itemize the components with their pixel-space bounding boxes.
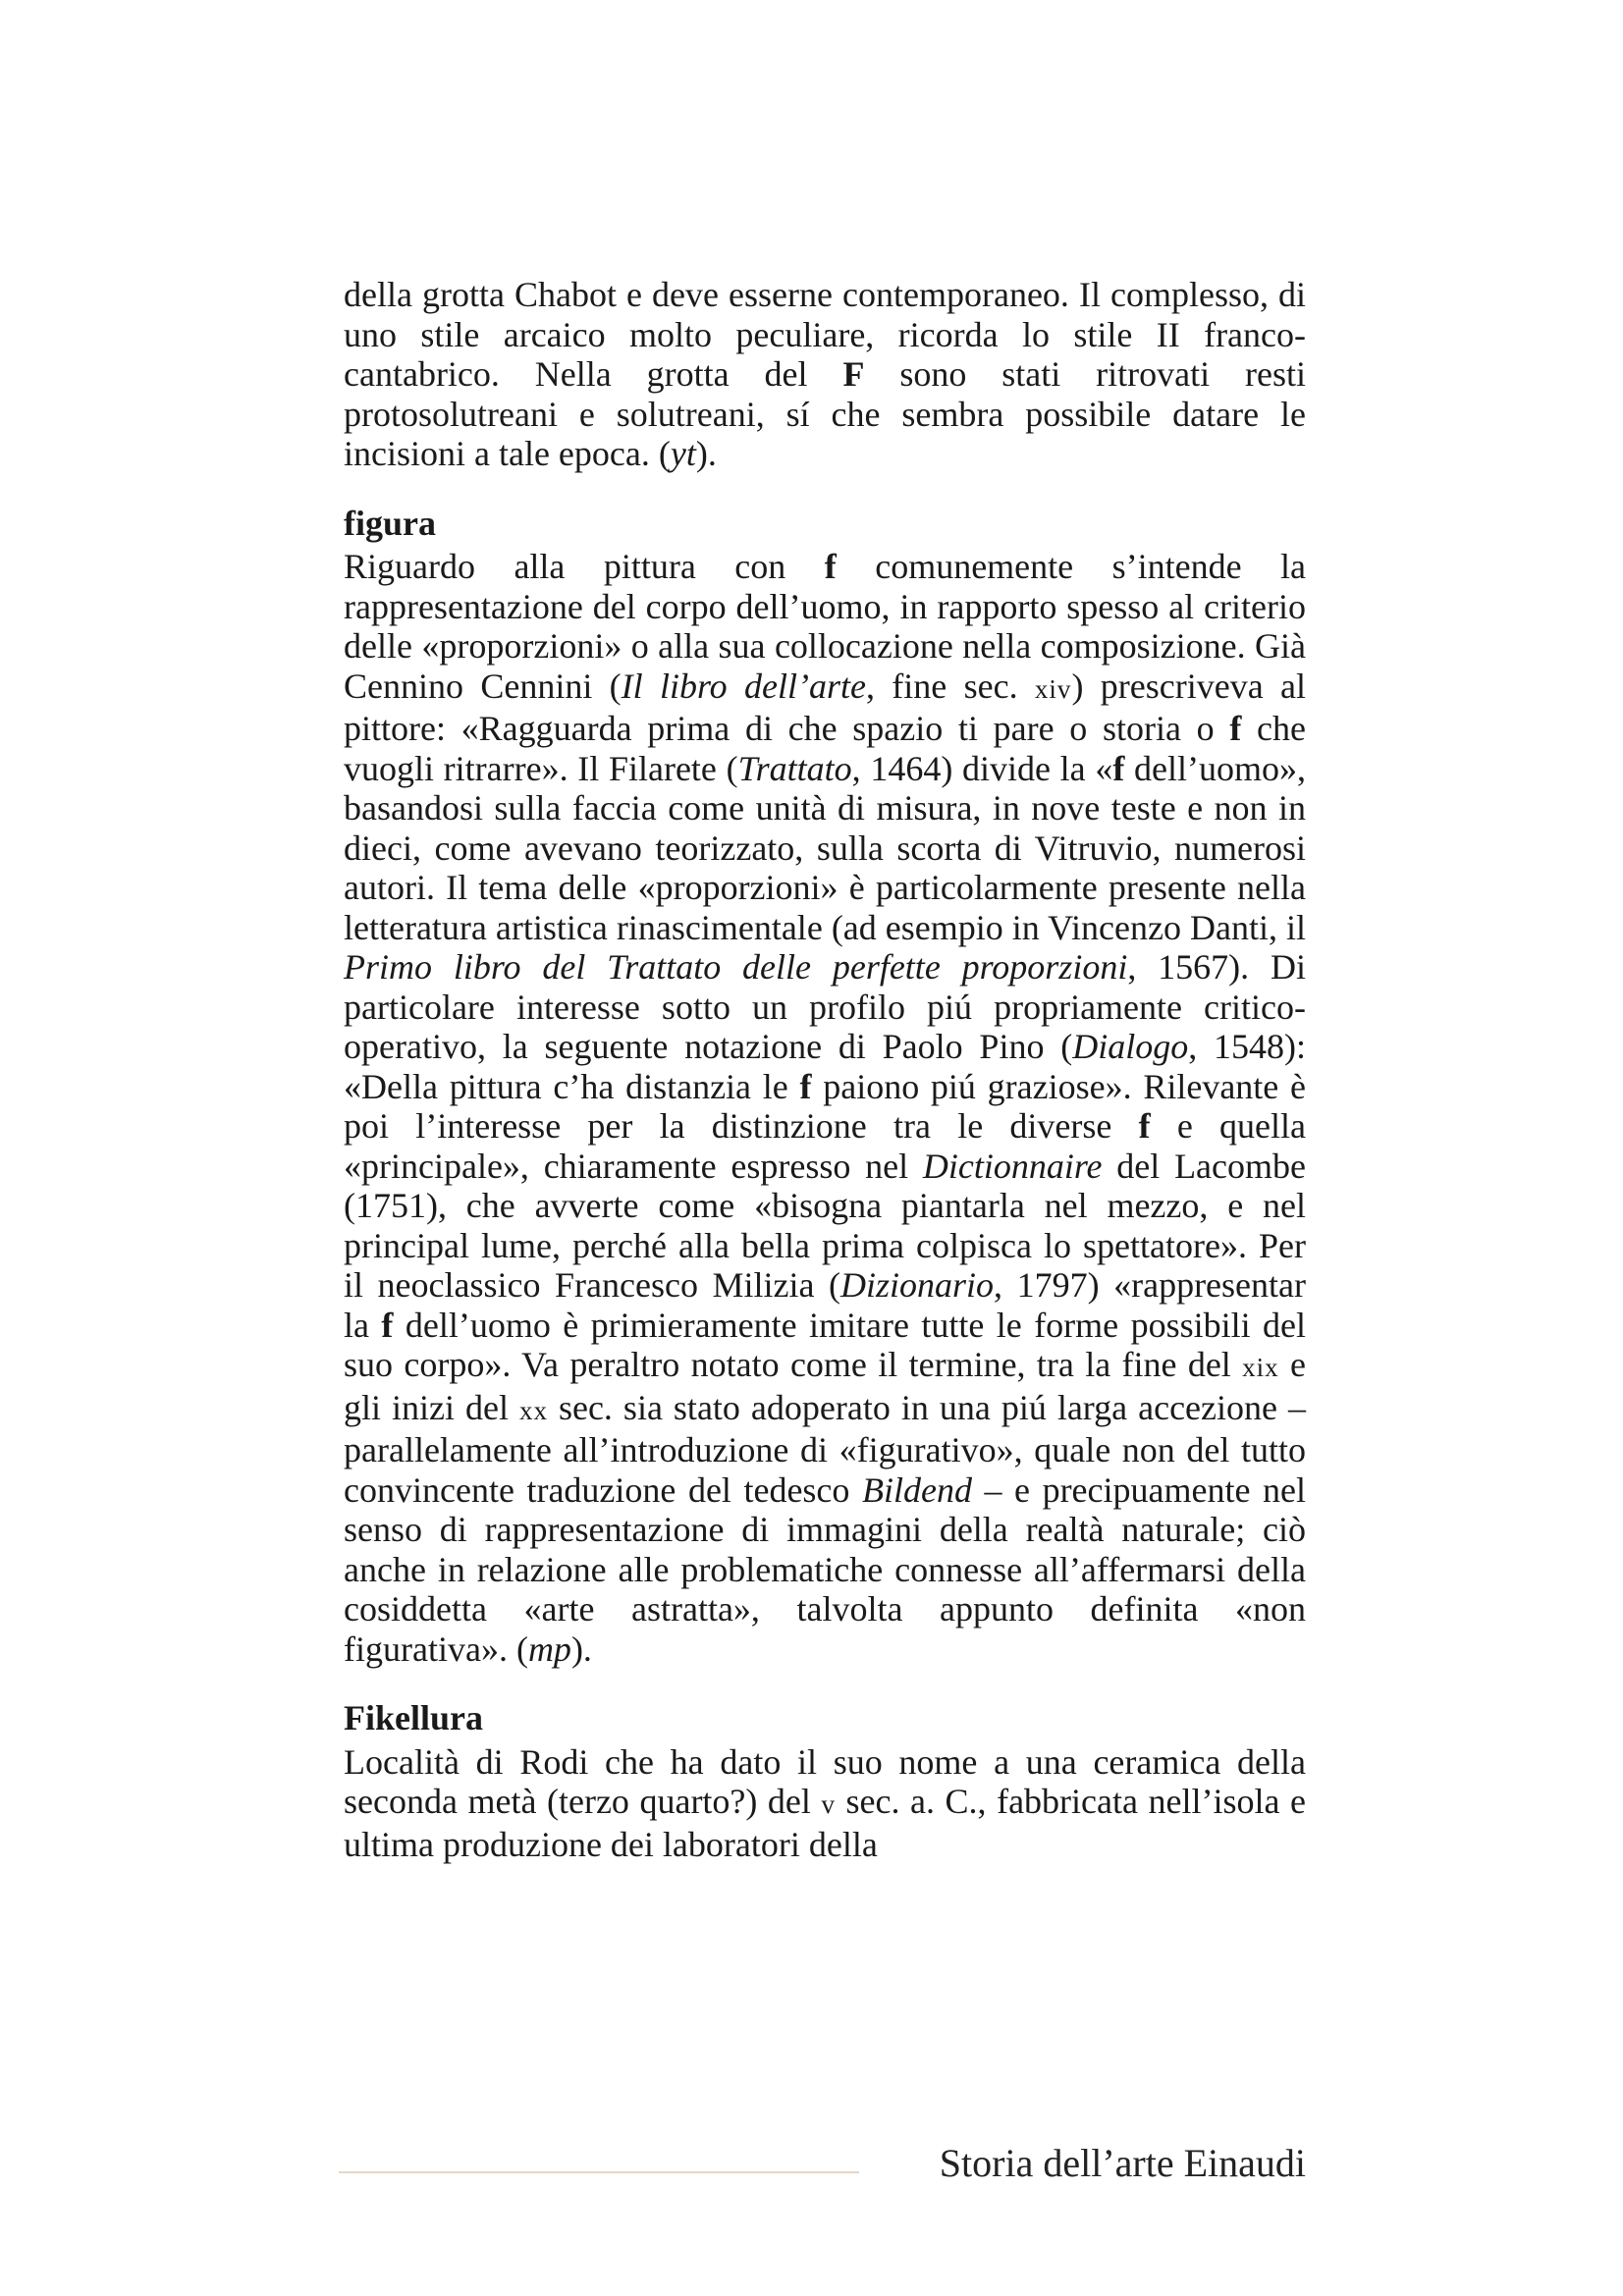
intro-paragraph: [344, 275, 1306, 474]
work-title: Dialogo: [1072, 1027, 1189, 1066]
work-title: Trattato: [737, 748, 852, 788]
text-run: , 1548): «Della pittura c’ha distanzia le: [344, 1027, 1306, 1106]
text-run: e quella «principale», chiaramente espresso nel: [344, 1106, 1306, 1186]
abbrev-headword: F: [842, 354, 865, 394]
century-numeral: xix: [1242, 1353, 1279, 1382]
text-run: paiono piú graziose». Rilevante è poi l’interesse per la distinzione tra le diverse: [344, 1066, 1306, 1146]
text-run: , 1567). Di particolare interesse sotto un profilo piú propriamente critico-operativo, la seguente notazione di Paolo Pino (: [344, 947, 1306, 1066]
abbrev-headword: f: [1229, 709, 1242, 748]
text-run: sec. sia stato adoperato in una piú larga accezione – parallelamente all’introduzione di «figurativo», quale non del tutto convincente traduzione del tedesco: [344, 1387, 1306, 1510]
text-run: ).: [570, 1629, 592, 1669]
text-run: e gli inizi del: [344, 1345, 1306, 1427]
text-run: , 1797) «rappresentar la: [344, 1265, 1306, 1345]
footer-divider: [339, 2171, 859, 2173]
text-run: del Lacombe (1751), che avverte come «bisogna piantarla nel mezzo, e nel principal lume, perché alla bella prima colpisca lo spettatore». Per il neoclassico Francesco Milizia (: [344, 1146, 1306, 1305]
text-run: comunemente s’intende la rappresentazione del corpo dell’uomo, in rapporto spesso al criterio delle «proporzioni» o alla sua collocazione nella composizione. Già Cennino Cennini (: [344, 547, 1306, 706]
century-numeral: v: [821, 1789, 836, 1819]
foreign-term: Bildend: [861, 1469, 972, 1510]
text-run: Riguardo alla pittura con: [344, 547, 825, 586]
abbrev-headword: f: [799, 1066, 812, 1106]
text-run: , fine sec.: [865, 666, 1035, 706]
century-numeral: xx: [518, 1395, 548, 1425]
text-run: sec. a. C., fabbricata nell’isola e ultima produzione dei laboratori della: [344, 1782, 1307, 1864]
text-run: della grotta Chabot e deve esserne contemporaneo. Il complesso, di uno stile arcaico molto peculiare, ricorda lo stile II franco-cantabrico. Nella grotta del: [344, 275, 1306, 394]
work-title: Dictionnaire: [922, 1146, 1103, 1186]
abbrev-headword: f: [1112, 748, 1125, 788]
text-run: che vuogli ritrarre». Il Filarete (: [344, 709, 1306, 788]
text-run: dell’uomo», basandosi sulla faccia come unità di misura, in nove teste e non in dieci, come avevano teorizzato, sulla scorta di Vitruvio, numerosi autori. Il tema delle «proporzioni» è particolarmente presente nella letteratura artistica rinascimentale (ad esempio in Vincenzo Danti, il: [344, 748, 1306, 947]
text-run: ) prescriveva al pittore: «Ragguarda prima di che spazio ti pare o storia o: [344, 666, 1306, 748]
entry-fikellura: [344, 1698, 1306, 1864]
page-footer: [339, 2140, 1306, 2199]
publication-title: Storia dell’arte Einaudi: [939, 2141, 1306, 2185]
text-run: , 1464) divide la «: [851, 748, 1113, 788]
entry-headword: figura: [344, 503, 436, 543]
text-run: ).: [695, 434, 717, 473]
work-title: Primo libro del Trattato delle perfette proporzioni: [344, 947, 1128, 987]
entry-figura: [344, 504, 1306, 1670]
century-numeral: xiv: [1034, 673, 1072, 704]
work-title: Il libro dell’arte: [621, 666, 866, 706]
abbrev-headword: f: [824, 547, 837, 586]
text-run: – e precipuamente nel senso di rappresentazione di immagini della realtà naturale; ciò anche in relazione alle problematiche connesse all’affermarsi della cosiddetta «arte astratta», talvolta appunto definita «non figurativa». (: [344, 1469, 1306, 1669]
entry-body: [344, 1742, 1306, 1865]
author-initials: mp: [527, 1629, 571, 1669]
text-run: dell’uomo è primieramente imitare tutte le forme possibili del suo corpo». Va peraltro notato come il termine, tra la fine del: [344, 1305, 1307, 1384]
entry-body: [344, 547, 1306, 1669]
text-run: sono stati ritrovati resti protosolutreani e solutreani, sí che sembra possibile datare le incisioni a tale epoca. (: [344, 354, 1306, 473]
author-initials: yt: [670, 434, 696, 473]
abbrev-headword: f: [381, 1305, 394, 1345]
work-title: Dizionario: [840, 1265, 995, 1305]
entry-headword: Fikellura: [344, 1698, 483, 1737]
abbrev-headword: f: [1138, 1106, 1151, 1146]
text-run: Località di Rodi che ha dato il suo nome a una ceramica della seconda metà (terzo quarto?) del: [344, 1741, 1306, 1821]
page-body: [344, 275, 1306, 1864]
